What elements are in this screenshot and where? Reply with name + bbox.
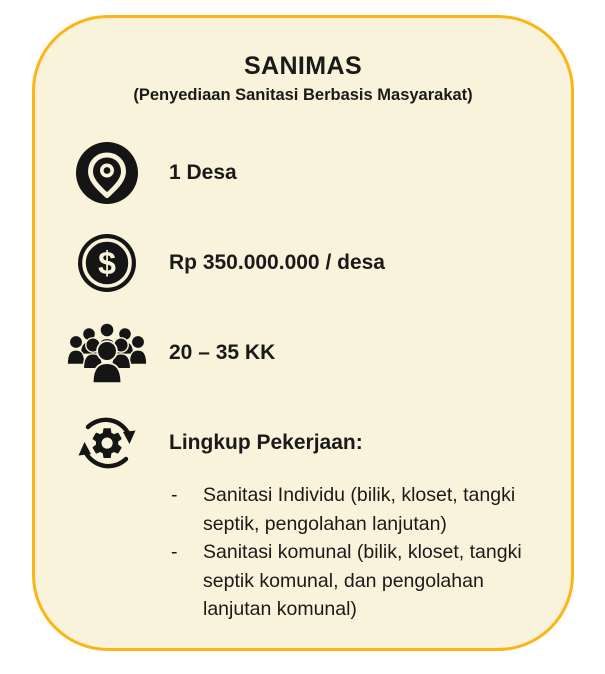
card-title: SANIMAS: [243, 52, 363, 80]
list-dash: -: [171, 541, 178, 563]
village-count-label: 1 Desa: [169, 161, 237, 184]
households-label: 20 – 35 KK: [169, 341, 276, 364]
dollar-glyph: $: [98, 245, 116, 281]
list-item: [171, 538, 539, 624]
info-row-scope: [75, 412, 571, 474]
card-subtitle: (Penyediaan Sanitasi Berbasis Masyarakat): [133, 86, 473, 104]
scope-title-label: Lingkup Pekerjaan:: [169, 431, 363, 454]
list-dash: -: [171, 484, 178, 506]
money-coin-icon: [75, 234, 139, 292]
scope-list: [171, 481, 539, 624]
people-group-icon: [75, 320, 139, 386]
card-header: [35, 18, 571, 106]
budget-label: Rp 350.000.000 / desa: [169, 251, 385, 274]
info-row-village: [75, 142, 571, 204]
gear-cycle-icon: [75, 413, 139, 473]
location-pin-icon: [75, 142, 139, 204]
info-row-budget: [75, 232, 571, 294]
scope-item-text: Sanitasi komunal (bilik, kloset, tangki septik komunal, dan pengolahan lanjutan komunal): [203, 541, 522, 620]
info-rows: [35, 142, 571, 474]
list-item: [171, 481, 539, 538]
info-row-households: [75, 322, 571, 384]
sanimas-info-card: [32, 15, 574, 651]
scope-item-text: Sanitasi Individu (bilik, kloset, tangki septik, pengolahan lanjutan): [203, 484, 516, 535]
